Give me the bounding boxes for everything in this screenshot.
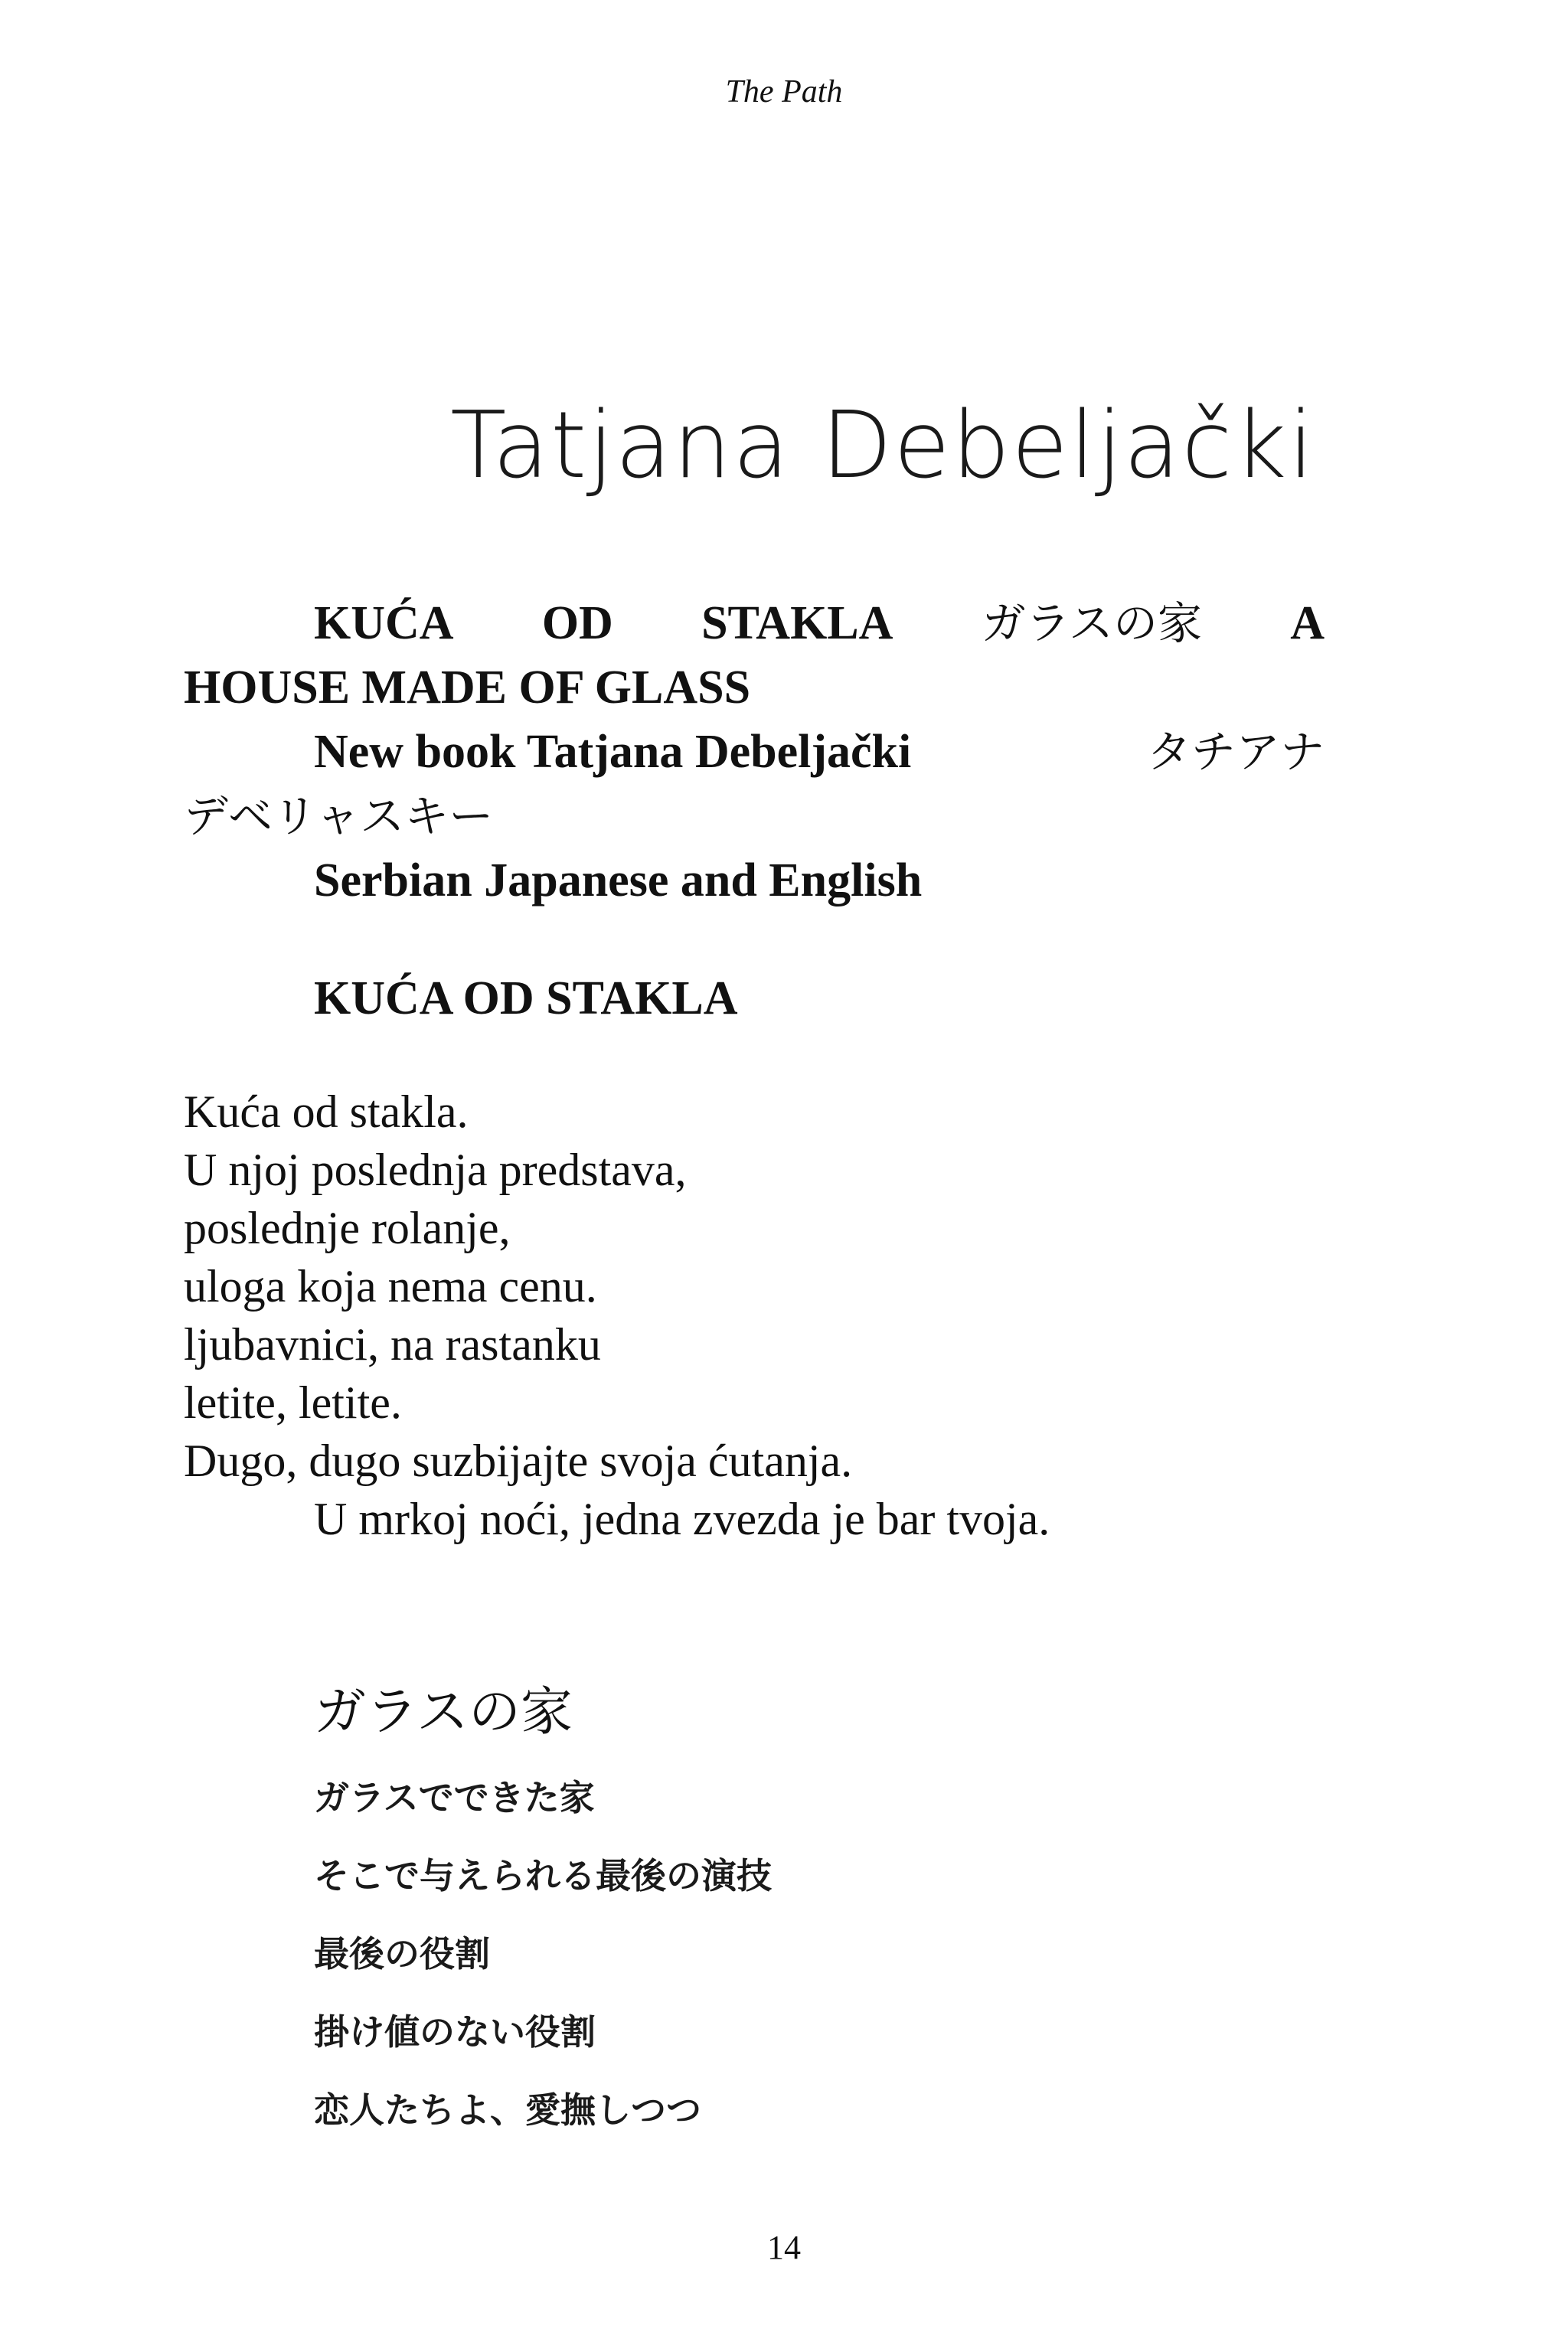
intro-word: STAKLA xyxy=(701,597,893,649)
poem-line-japanese: 最後の役割 xyxy=(314,1933,490,1975)
intro-word: A xyxy=(1290,597,1325,649)
intro-word: OD xyxy=(541,597,613,649)
poem-line: Dugo, dugo suzbijajte svoja ćutanja. xyxy=(184,1436,853,1486)
author-name: Tatjana Debeljački xyxy=(450,393,1315,499)
poem-line-japanese: ガラスでできた家 xyxy=(314,1777,595,1818)
intro-line-5: Serbian Japanese and English xyxy=(314,854,923,906)
poem-title-serbian: KUĆA OD STAKLA xyxy=(314,972,738,1024)
intro-line-1 xyxy=(314,591,1325,655)
intro-line-4: デベリャスキー xyxy=(184,790,494,842)
poem-title-japanese: ガラスの家 xyxy=(314,1682,573,1743)
intro-japanese-title: ガラスの家 xyxy=(981,597,1202,649)
poem-line: letite, letite. xyxy=(184,1377,402,1428)
poem-line: ljubavnici, na rastanku xyxy=(184,1319,601,1370)
poem-line: uloga koja nema cenu. xyxy=(184,1261,597,1312)
poem-line: Kuća od stakla. xyxy=(184,1086,469,1137)
poem-line: U njoj poslednja predstava, xyxy=(184,1145,687,1195)
intro-line-2: HOUSE MADE OF GLASS xyxy=(184,662,751,714)
page-number: 14 xyxy=(767,2229,801,2266)
intro-word: KUĆA xyxy=(314,597,454,649)
poem-line-japanese: 掛け値のない役割 xyxy=(314,2011,596,2053)
running-header: The Path xyxy=(725,74,843,109)
intro-book-text: New book Tatjana Debeljački xyxy=(314,726,912,778)
poem-line: U mrkoj noći, jedna zvezda je bar tvoja. xyxy=(314,1494,1050,1544)
intro-author-japanese: タチアナ xyxy=(1146,726,1325,778)
poem-line-japanese: 恋人たちよ、愛撫しつつ xyxy=(314,2089,701,2131)
poem-line-japanese: そこで与えられる最後の演技 xyxy=(314,1855,772,1896)
poem-line: poslednje rolanje, xyxy=(184,1203,511,1253)
intro-line-3 xyxy=(314,720,1325,784)
